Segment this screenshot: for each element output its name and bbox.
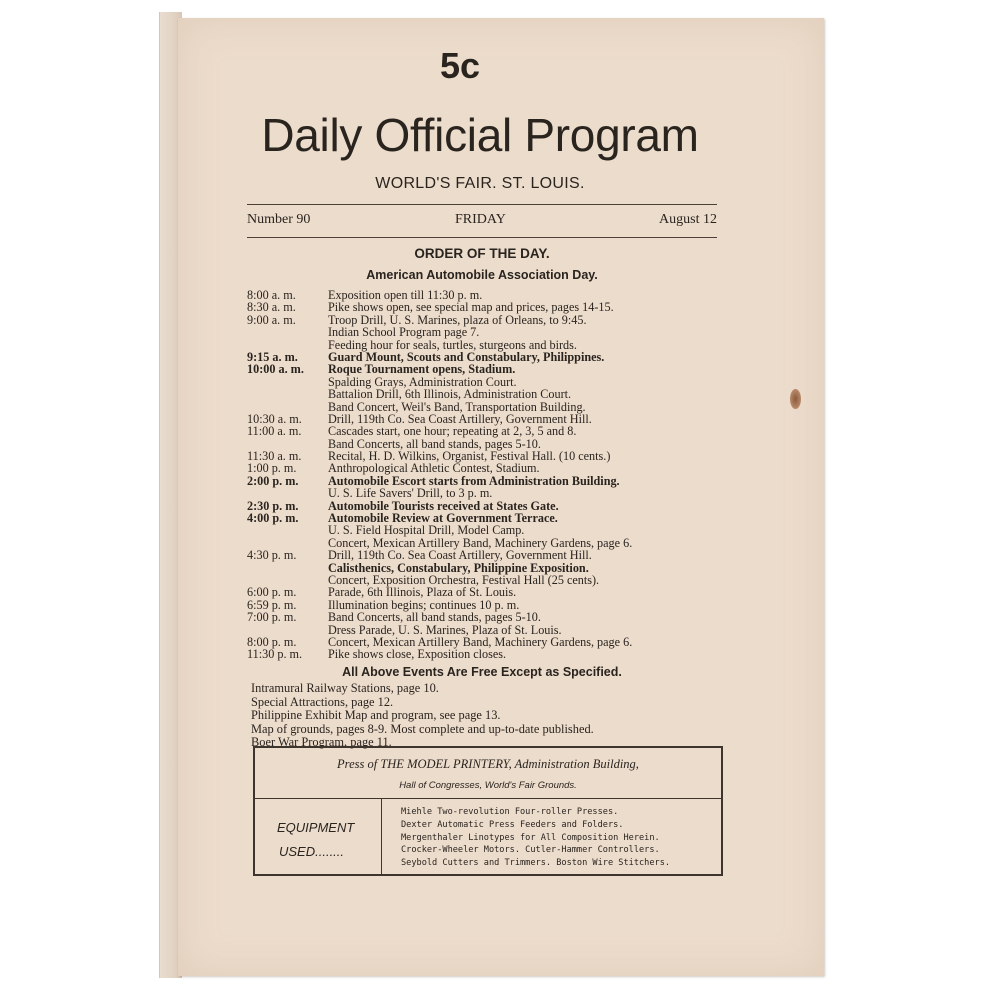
note-line: Map of grounds, pages 8-9. Most complete and up-to-date published.: [251, 721, 594, 736]
schedule-event: Concert, Mexican Artillery Band, Machinery Gardens, page 6.: [328, 634, 633, 649]
schedule-time: 6:59 p. m.: [247, 597, 297, 612]
issue-day: FRIDAY: [455, 212, 506, 227]
schedule-row: [247, 586, 737, 598]
header-rule-bottom: [247, 237, 717, 238]
schedule-time: 8:00 a. m.: [247, 288, 296, 302]
issue-number: Number 90: [247, 212, 311, 227]
schedule-event: Illumination begins; continues 10 p. m.: [328, 597, 520, 612]
schedule-event: Automobile Tourists received at States Gate.: [328, 498, 559, 513]
schedule-event: Feeding hour for seals, turtles, sturgeons and birds.: [328, 337, 577, 352]
schedule-event: Pike shows open, see special map and prices, pages 14-15.: [328, 300, 614, 315]
schedule-row: [247, 549, 737, 561]
press-line-1: Press of THE MODEL PRINTERY, Administration Building,: [337, 757, 639, 771]
equipment-list: [401, 806, 670, 870]
schedule-event: Cascades start, one hour; repeating at 2, 3, 5 and 8.: [328, 424, 577, 439]
schedule-time: 4:30 p. m.: [247, 548, 297, 563]
schedule-time: 9:00 a. m.: [247, 312, 296, 327]
note-line: Philippine Exhibit Map and program, see page 13.: [251, 708, 501, 722]
schedule-event: Indian School Program page 7.: [328, 325, 480, 340]
equipment-item: Mergenthaler Linotypes for All Composition Herein.: [401, 832, 660, 843]
schedule-event: Parade, 6th Illinois, Plaza of St. Louis.: [328, 585, 517, 600]
press-line-2: Hall of Congresses, World's Fair Grounds.: [399, 780, 577, 791]
schedule-row: [247, 487, 737, 499]
schedule-event: Band Concerts, all band stands, pages 5-10.: [328, 436, 541, 451]
schedule-event: Automobile Escort starts from Administration Building.: [328, 473, 620, 488]
schedule-event: Guard Mount, Scouts and Constabulary, Philippines.: [328, 349, 605, 364]
schedule-row: [247, 326, 737, 338]
schedule-event: Exposition open till 11:30 p. m.: [328, 288, 483, 302]
note-line: Boer War Program, page 11.: [251, 735, 392, 749]
schedule-time: 11:30 a. m.: [247, 449, 302, 464]
schedule-time: 2:30 p. m.: [247, 498, 299, 513]
schedule-event: Dress Parade, U. S. Marines, Plaza of St. Louis.: [328, 622, 562, 637]
schedule-row: [247, 524, 737, 536]
schedule-event: Calisthenics, Constabulary, Philippine Exposition.: [328, 560, 589, 575]
free-note: All Above Events Are Free Except as Specified.: [342, 665, 622, 679]
schedule-event: Troop Drill, U. S. Marines, plaza of Orleans, to 9:45.: [328, 312, 587, 327]
schedule-time: 8:30 a. m.: [247, 300, 296, 315]
equipment-item: Seybold Cutters and Trimmers. Boston Wire Stitchers.: [401, 858, 671, 869]
schedule-event: Anthropological Athletic Contest, Stadium.: [328, 461, 540, 476]
paper-stain: [790, 389, 801, 409]
schedule-time: 4:00 p. m.: [247, 511, 299, 526]
schedule-event: Pike shows close, Exposition closes.: [328, 647, 507, 662]
schedule-event: Band Concert, Weil's Band, Transportation Building.: [328, 399, 586, 414]
schedule-event: Concert, Exposition Orchestra, Festival Hall (25 cents).: [328, 572, 600, 587]
schedule-event: U. S. Field Hospital Drill, Model Camp.: [328, 523, 525, 538]
schedule-event: Recital, H. D. Wilkins, Organist, Festival Hall. (10 cents.): [328, 449, 611, 464]
schedule-time: 11:30 p. m.: [247, 647, 303, 662]
equipment-item: Dexter Automatic Press Feeders and Folders.: [401, 819, 624, 830]
note-line: Intramural Railway Stations, page 10.: [251, 681, 439, 695]
price-label: 5c: [439, 45, 481, 86]
equipment-label: EQUIPMENT: [277, 820, 355, 835]
schedule-time: 7:00 p. m.: [247, 610, 297, 625]
equipment-item: Crocker-Wheeler Motors. Cutler-Hammer Controllers.: [401, 845, 660, 856]
equipment-item: Miehle Two-revolution Four-roller Presses.: [401, 807, 619, 817]
schedule-time: 9:15 a. m.: [247, 349, 298, 364]
schedule-time: 10:00 a. m.: [247, 362, 304, 377]
schedule-event: Band Concerts, all band stands, pages 5-10.: [328, 610, 541, 625]
schedule-event: Drill, 119th Co. Sea Coast Artillery, Government Hill.: [328, 411, 592, 426]
press-divider: [255, 798, 721, 799]
schedule-row: [247, 462, 737, 474]
notes-list: [251, 682, 731, 750]
issue-date: August 12: [659, 212, 717, 227]
schedule-time: 10:30 a. m.: [247, 411, 302, 426]
schedule-event: Automobile Review at Government Terrace.: [328, 511, 558, 526]
schedule-time: 6:00 p. m.: [247, 585, 297, 600]
schedule-event: Spalding Grays, Administration Court.: [328, 374, 517, 389]
schedule-time: 8:00 p. m.: [247, 634, 297, 649]
schedule-row: [247, 611, 737, 623]
day-name: American Automobile Association Day.: [366, 268, 598, 282]
schedule-list: [247, 289, 737, 661]
schedule-row: [247, 475, 737, 487]
schedule-event: U. S. Life Savers' Drill, to 3 p. m.: [328, 486, 493, 501]
schedule-event: Roque Tournament opens, Stadium.: [328, 362, 516, 377]
press-column-divider: [381, 798, 382, 874]
schedule-time: 2:00 p. m.: [247, 473, 299, 488]
page-subtitle: WORLD'S FAIR. ST. LOUIS.: [375, 175, 585, 192]
schedule-row: [247, 425, 737, 437]
schedule-event: Battalion Drill, 6th Illinois, Administration Court.: [328, 387, 572, 402]
used-label: USED........: [279, 844, 345, 859]
note-line: Special Attractions, page 12.: [251, 694, 394, 709]
schedule-row: [247, 648, 737, 660]
header-rule-top: [247, 204, 717, 205]
schedule-row: [247, 314, 737, 326]
schedule-time: 11:00 a. m.: [247, 424, 302, 439]
schedule-row: [247, 363, 737, 375]
schedule-row: [247, 301, 737, 313]
schedule-time: 1:00 p. m.: [247, 461, 297, 476]
page-title: Daily Official Program: [261, 109, 699, 161]
schedule-event: Concert, Mexican Artillery Band, Machinery Gardens, page 6.: [328, 535, 633, 550]
press-box: [253, 746, 723, 876]
issue-info-row: [247, 210, 717, 232]
order-heading: ORDER OF THE DAY.: [414, 246, 550, 261]
schedule-row: [247, 388, 737, 400]
schedule-event: Drill, 119th Co. Sea Coast Artillery, Government Hill.: [328, 548, 592, 563]
